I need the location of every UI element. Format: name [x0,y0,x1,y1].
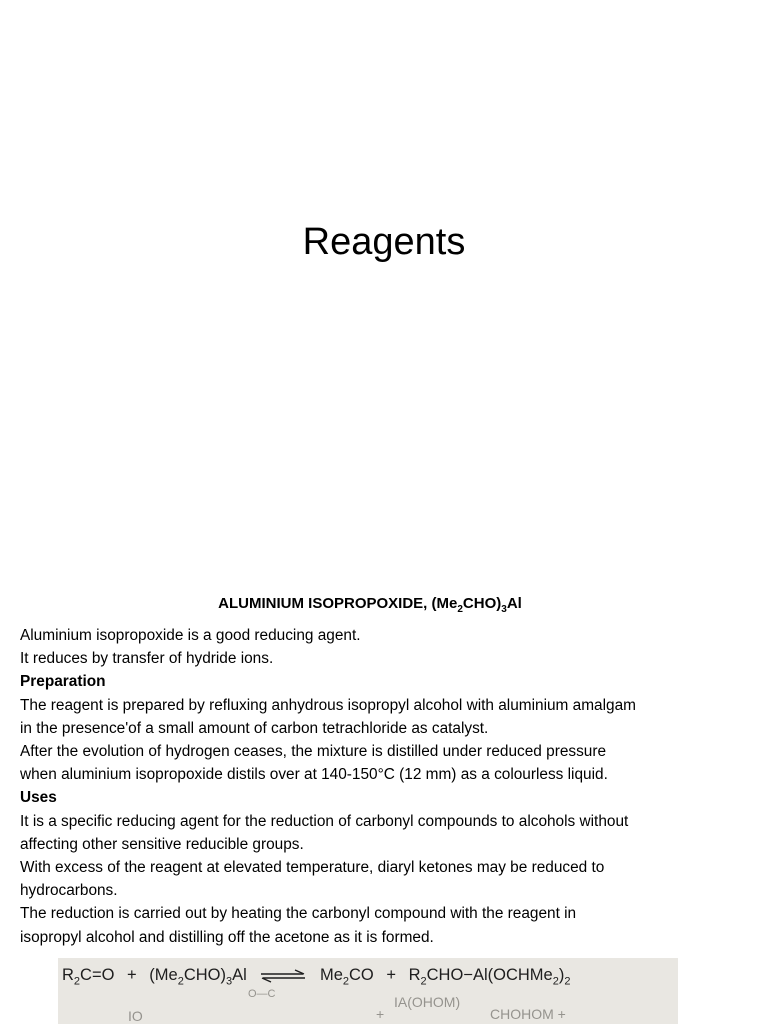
plus-sign: + [127,966,137,984]
product-2 [408,966,571,988]
heading-end: Al [506,595,522,612]
faded-part: CHOHO [490,1006,543,1022]
preparation-heading: Preparation [20,673,106,691]
heading-subscript-2: 2 [457,604,463,615]
faded-fragment [376,1006,384,1022]
eq-part: R [62,966,74,984]
eq-part: R [408,966,421,984]
heading-mid: CHO) [462,595,502,612]
faded-part: M + [542,1006,566,1022]
body-line: isopropyl alcohol and distilling off the acetone as it is formed. [20,928,434,946]
reactant-2 [149,966,247,988]
faded-part: IA [394,994,408,1010]
equilibrium-arrow-icon [259,969,307,983]
faded-part: IO [128,1008,143,1024]
eq-sub: 3 [225,975,233,988]
eq-sub: 2 [177,975,184,988]
body-line: It is a specific reducing agent for the reduction of carbonyl compounds to alcohols without [20,812,629,830]
plus-sign: + [386,966,396,984]
body-line: It reduces by transfer of hydride ions. [20,650,274,668]
section-heading [0,592,740,616]
body-line: The reagent is prepared by refluxing anhydrous isopropyl alcohol with aluminium amalgam [20,696,636,714]
heading-subscript-3: 3 [501,604,507,615]
body-line: After the evolution of hydrogen ceases, the mixture is distilled under reduced pressure [20,743,607,761]
body-line: affecting other sensitive reducible groups. [20,835,304,853]
reaction-equation [62,966,570,987]
faded-part: O—C [248,988,276,1000]
faded-fragment [128,1008,143,1024]
eq-part: Al [232,966,247,984]
faded-part: (OHO [407,994,444,1010]
heading-text: ALUMINIUM ISOPROPOXIDE, (Me [218,595,458,612]
body-line: The reduction is carried out by heating the carbonyl compound with the reagent in [20,905,577,923]
faded-part: M) [443,994,461,1010]
body-line: hydrocarbons. [20,882,118,900]
body-line: Aluminium isopropoxide is a good reducing agent. [20,627,361,644]
faded-fragment [248,988,276,1000]
eq-sub: 2 [552,975,559,988]
eq-part: CHO−Al(OCHMe [426,966,553,984]
reaction-equation-image [58,958,678,1024]
faded-part: + [376,1006,385,1022]
eq-sub: 2 [73,975,81,988]
faded-fragment [490,1006,566,1022]
eq-part: Me [319,966,343,984]
reactant-1 [62,966,115,988]
eq-part: CHO) [183,966,226,984]
faded-fragment [394,994,460,1010]
body-line: With excess of the reagent at elevated temperature, diaryl ketones may be reduced to [20,859,605,877]
product-1 [319,966,374,988]
eq-part: CO [349,966,374,984]
eq-sub: 2 [420,975,427,988]
body-line: in the presence'of a small amount of carbon tetrachloride as catalyst. [20,719,489,737]
slide-title: Reagents [302,221,466,263]
body-text [20,624,755,949]
uses-heading: Uses [20,789,57,807]
body-line: when aluminium isopropoxide distils over at 140-150°C (12 mm) as a colourless liquid. [20,766,608,784]
eq-sub: 2 [342,975,350,988]
eq-part: (Me [149,966,178,984]
eq-part: ) [558,966,565,984]
eq-sub: 2 [564,975,571,988]
eq-part: C=O [80,966,115,984]
